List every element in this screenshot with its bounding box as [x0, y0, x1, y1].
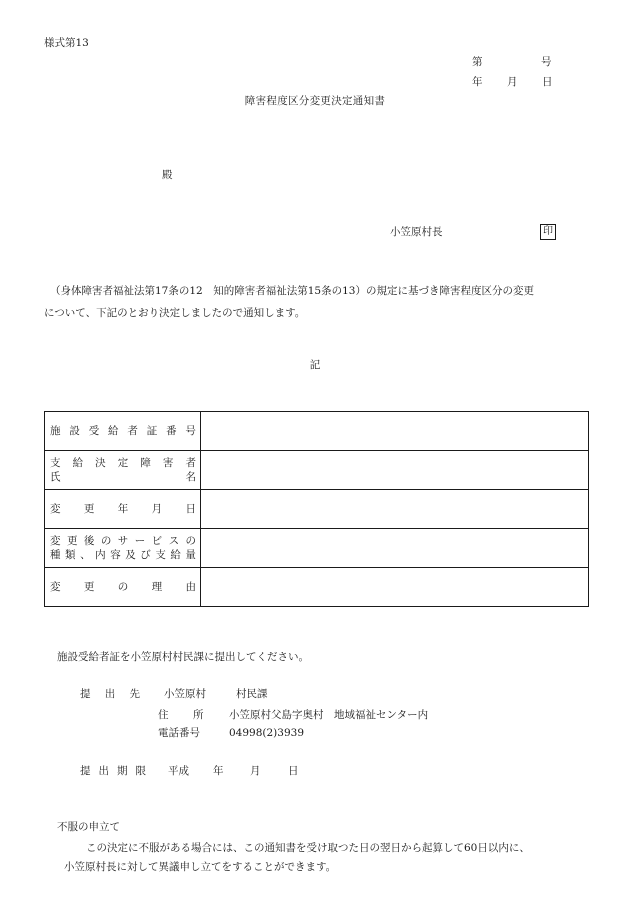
value-change-date[interactable]	[201, 490, 589, 529]
label-change-date	[45, 490, 201, 529]
value-certificate-number[interactable]	[201, 412, 589, 451]
value-recipient-name[interactable]	[201, 451, 589, 490]
ki-heading: 記	[309, 359, 321, 371]
phone-value: 04998(2)3939	[229, 727, 304, 739]
table-row	[45, 451, 589, 490]
address-label-1: 住	[158, 709, 169, 721]
deadline-label: 提 出 期 限	[80, 765, 146, 777]
document-title: 障害程度区分変更決定通知書	[244, 95, 386, 107]
deadline-day: 日	[288, 765, 299, 777]
label-change-reason-text: 変 更 の 理 由	[50, 580, 196, 593]
deadline-month: 月	[250, 765, 261, 777]
label-certificate-number	[45, 412, 201, 451]
date-day-label: 日	[542, 76, 553, 88]
value-service-after-change[interactable]	[201, 529, 589, 568]
submit-to-dept: 村民課	[236, 688, 268, 700]
table-row	[45, 568, 589, 607]
address-value: 小笠原村父島字奥村 地域福祉センター内	[229, 709, 429, 721]
body-line-1: （身体障害者福祉法第17条の12 知的障害者福祉法第15条の13）の規定に基づき障害程度区分の変更	[50, 285, 534, 297]
address-label-2: 所	[193, 709, 204, 721]
value-change-reason[interactable]	[201, 568, 589, 607]
table-row	[45, 412, 589, 451]
label-service-line2: 種 類 、 内 容 及 び 支 給 量	[50, 549, 196, 561]
deadline-year: 年	[213, 765, 224, 777]
details-table	[44, 411, 589, 607]
number-label-go: 号	[541, 56, 552, 68]
date-month-label: 月	[507, 76, 518, 88]
submission-note: 施設受給者証を小笠原村村民課に提出してください。	[57, 651, 309, 663]
label-service-line1: 変 更 後 の サ ー ビ ス の	[50, 535, 196, 547]
body-line-2: について、下記のとおり決定しましたので通知します。	[44, 307, 306, 319]
table-row	[45, 490, 589, 529]
seal-mark: 印	[540, 224, 556, 240]
submit-to-org: 小笠原村	[164, 688, 206, 700]
objection-line-2: 小笠原村長に対して異議申し立てをすることができます。	[64, 861, 337, 873]
objection-line-1: この決定に不服がある場合には、この通知書を受け取つた日の翌日から起算して60日以内に、	[86, 842, 530, 854]
date-year-label: 年	[472, 76, 483, 88]
label-recipient-shi: 氏	[50, 471, 61, 483]
label-service-after-change	[45, 529, 201, 568]
objection-text	[64, 839, 584, 877]
number-label-dai: 第	[472, 56, 483, 68]
deadline-row	[80, 766, 146, 777]
label-recipient-name	[45, 451, 201, 490]
label-change-reason	[45, 568, 201, 607]
issuer-name: 小笠原村長	[390, 226, 443, 238]
addressee-suffix: 殿	[162, 169, 173, 181]
label-recipient-line2	[50, 470, 196, 484]
label-change-date-text: 変 更 年 月 日	[50, 502, 196, 515]
body-text	[44, 280, 589, 324]
submit-to-label: 提 出 先	[80, 688, 140, 700]
deadline-era: 平成	[168, 765, 189, 777]
table-row	[45, 529, 589, 568]
label-recipient-mei: 名	[185, 471, 196, 483]
label-recipient-line1: 支 給 決 定 障 害 者	[50, 457, 196, 469]
form-number: 様式第13	[44, 37, 89, 49]
objection-title: 不服の申立て	[57, 821, 120, 833]
phone-label: 電話番号	[158, 727, 200, 739]
label-certificate-number-text: 施 設 受 給 者 証 番 号	[50, 424, 196, 437]
submit-to-row	[80, 689, 140, 700]
